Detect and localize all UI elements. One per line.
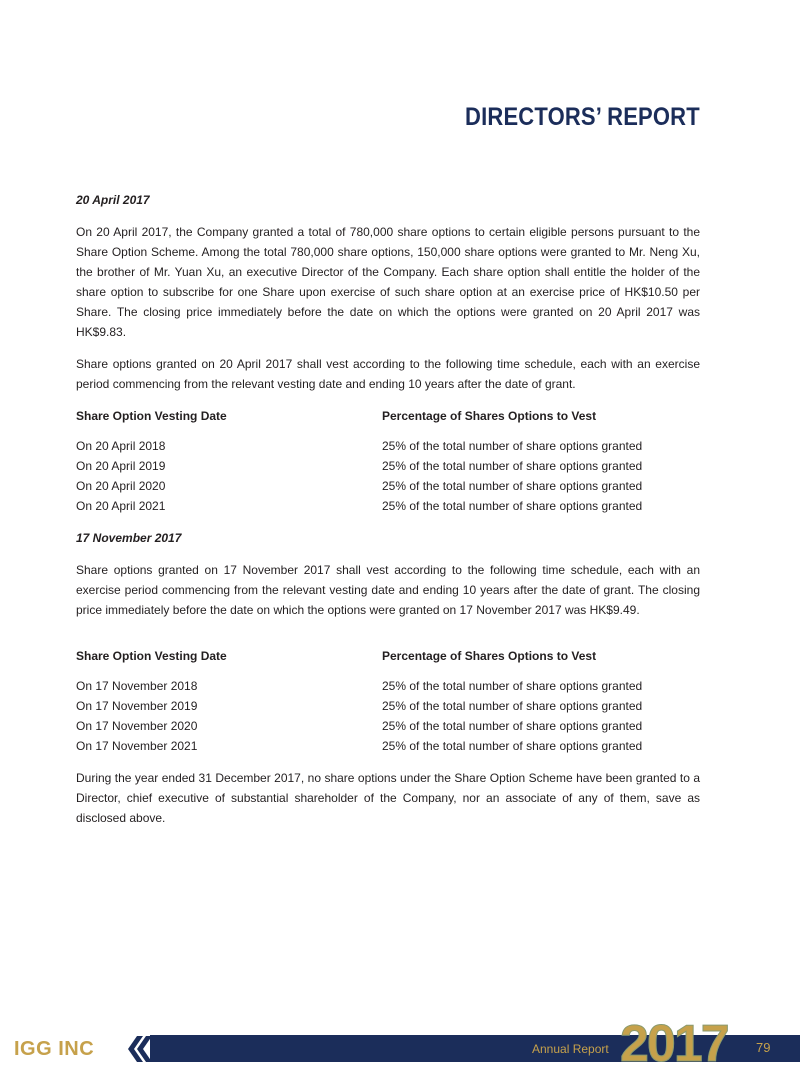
vesting-date: On 20 April 2019 xyxy=(76,459,166,473)
column-header-percentage: Percentage of Shares Options to Vest xyxy=(382,649,597,663)
page-title: DIRECTORS’ REPORT xyxy=(465,103,700,131)
paragraph-closing-statement: During the year ended 31 December 2017, no share options under the Share Option Scheme have been granted to a Director, chief executive of substantial shareholder of the Company, nor an associate of any of them, save as disclosed above. xyxy=(76,771,700,825)
table-row xyxy=(76,676,700,696)
table-row xyxy=(76,436,700,456)
column-header-date: Share Option Vesting Date xyxy=(76,409,227,423)
paragraph-april-grant: On 20 April 2017, the Company granted a total of 780,000 share options to certain eligible persons pursuant to the Share Option Scheme. Among the total 780,000 share options, 150,000 share options were granted to Mr. Neng Xu, the brother of Mr. Yuan Xu, an executive Director of the Company. Each share option shall entitle the holder of the share option to subscribe for one Share upon exercise of such share option at an exercise price of HK$10.50 per Share. The closing price immediately before the date on which the options were granted on 20 April 2017 was HK$9.83. xyxy=(76,225,700,339)
vesting-percentage: 25% of the total number of share options granted xyxy=(382,699,643,713)
table-row xyxy=(76,736,700,756)
vesting-percentage: 25% of the total number of share options granted xyxy=(382,679,643,693)
vesting-date: On 20 April 2020 xyxy=(76,479,166,493)
table-row xyxy=(76,696,700,716)
vesting-date: On 20 April 2021 xyxy=(76,499,166,513)
year-text: 2017 xyxy=(620,1015,728,1064)
page-number: 79 xyxy=(756,1040,771,1055)
table-row xyxy=(76,476,700,496)
vesting-table-april xyxy=(76,406,700,516)
vesting-date: On 20 April 2018 xyxy=(76,439,166,453)
double-chevron-left-icon xyxy=(124,1034,154,1064)
annual-report-label: Annual Report xyxy=(532,1042,609,1056)
column-header-percentage: Percentage of Shares Options to Vest xyxy=(382,409,597,423)
vesting-date: On 17 November 2018 xyxy=(76,679,198,693)
table-header xyxy=(76,406,700,426)
table-row xyxy=(76,716,700,736)
section-heading-november: 17 November 2017 xyxy=(76,531,182,545)
vesting-table-november xyxy=(76,646,700,756)
section-heading-april: 20 April 2017 xyxy=(76,193,150,207)
vesting-percentage: 25% of the total number of share options granted xyxy=(382,439,643,453)
table-header xyxy=(76,646,700,666)
paragraph-april-vesting: Share options granted on 20 April 2017 shall vest according to the following time schedule, each with an exercise period commencing from the relevant vesting date and ending 10 years after the date of grant. xyxy=(76,357,700,391)
vesting-percentage: 25% of the total number of share options granted xyxy=(382,459,643,473)
main-content xyxy=(76,190,700,828)
vesting-percentage: 25% of the total number of share options granted xyxy=(382,499,643,513)
table-row xyxy=(76,496,700,516)
vesting-date: On 17 November 2019 xyxy=(76,699,198,713)
vesting-date: On 17 November 2021 xyxy=(76,739,198,753)
vesting-percentage: 25% of the total number of share options granted xyxy=(382,739,643,753)
vesting-percentage: 25% of the total number of share options granted xyxy=(382,479,643,493)
column-header-date: Share Option Vesting Date xyxy=(76,649,227,663)
vesting-percentage: 25% of the total number of share options granted xyxy=(382,719,643,733)
vesting-date: On 17 November 2020 xyxy=(76,719,198,733)
table-row xyxy=(76,456,700,476)
year-emblem xyxy=(620,1012,748,1064)
company-logo: IGG INC xyxy=(14,1038,95,1060)
paragraph-november-vesting: Share options granted on 17 November 2017 shall vest according to the following time schedule, each with an exercise period commencing from the relevant vesting date and ending 10 years after the date of grant. The closing price immediately before the date on which the options were granted on 17 November 2017 was HK$9.49. xyxy=(76,563,700,617)
